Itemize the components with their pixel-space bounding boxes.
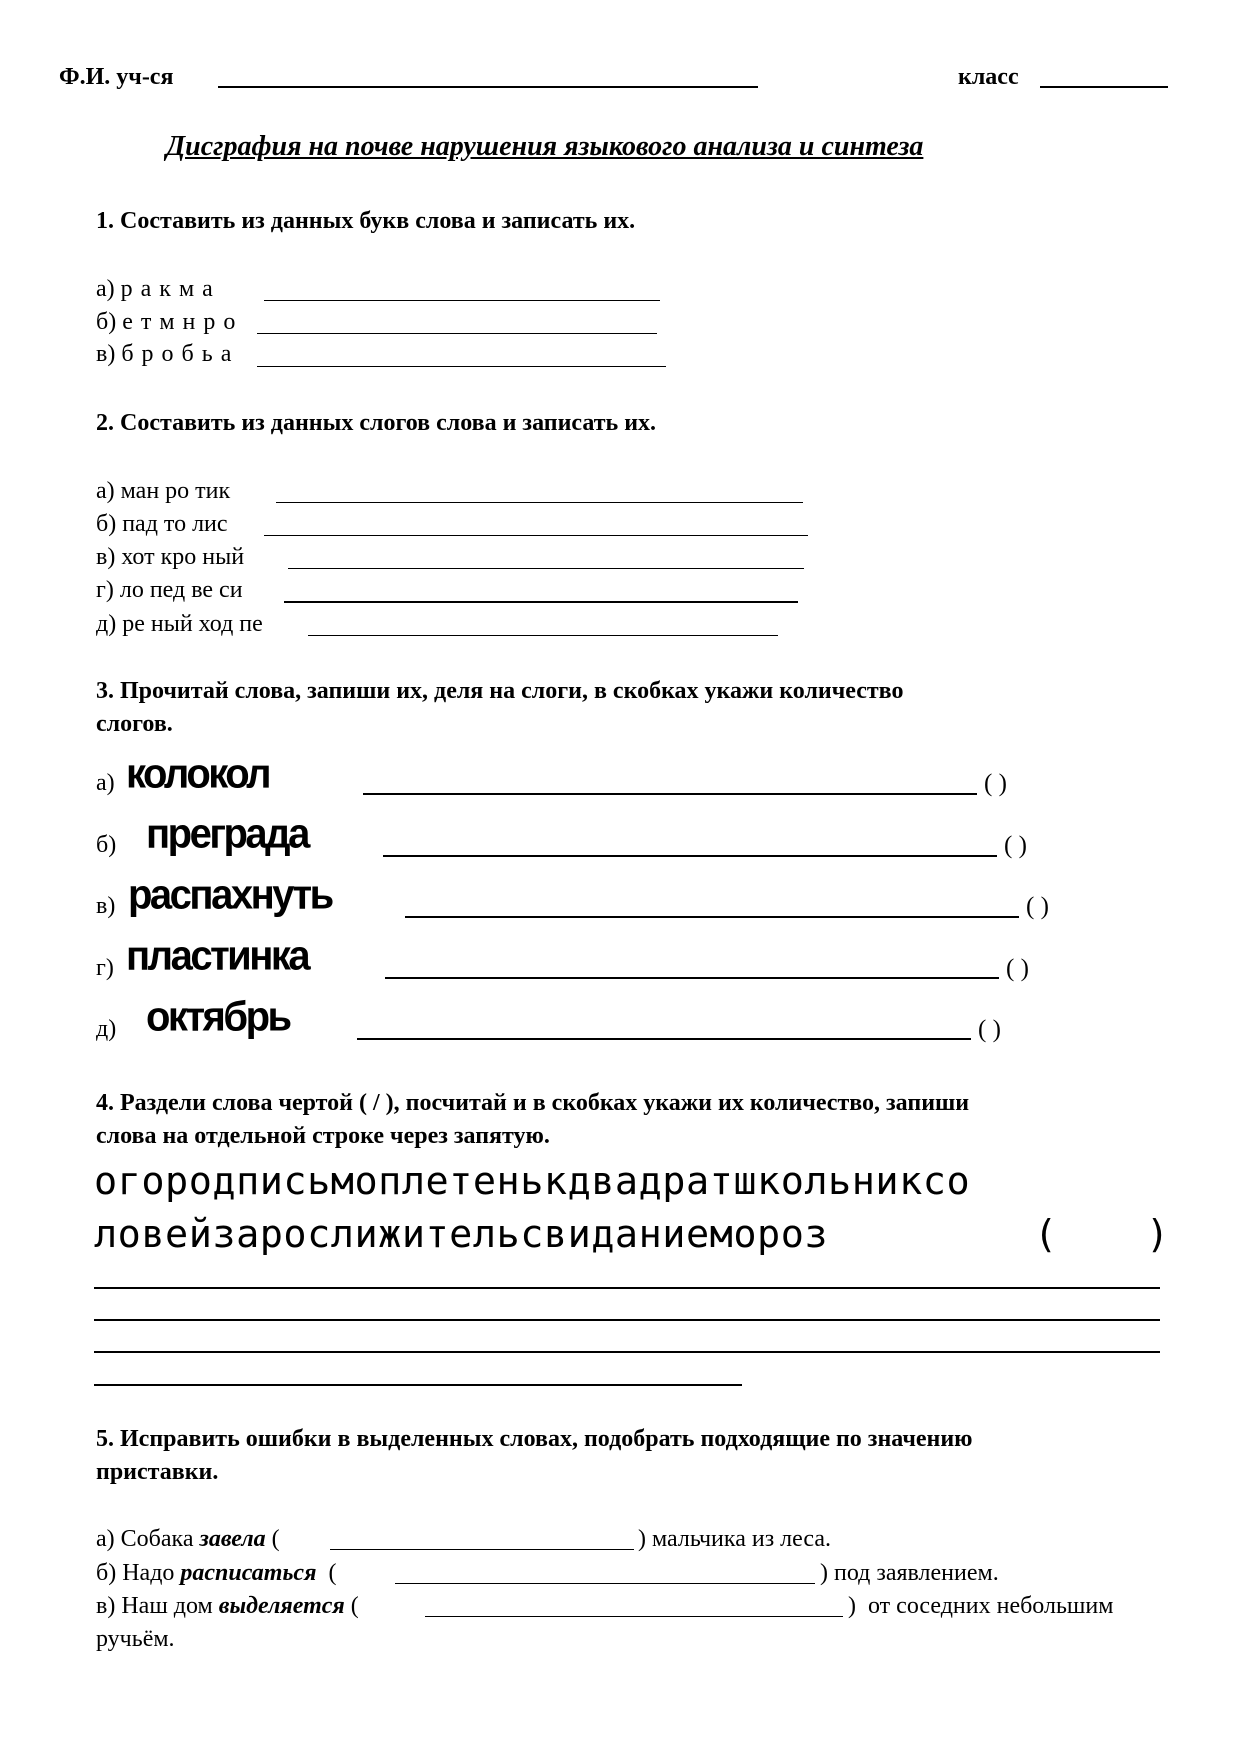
- sentence-start: Собака: [120, 1526, 194, 1552]
- task3-heading-line1: 3. Прочитай слова, запиши их, деля на слоги, в скобках укажи количество: [96, 678, 904, 704]
- paren-open: (: [350, 1593, 359, 1619]
- syllable-count-e[interactable]: ( ): [978, 1016, 1001, 1043]
- task5-heading-line2: приставки.: [96, 1459, 219, 1485]
- answer-line-4d[interactable]: [94, 1384, 742, 1386]
- syllable-count-b[interactable]: ( ): [1004, 832, 1027, 859]
- item-marker: а): [96, 1526, 115, 1552]
- task5-item-c: [96, 1593, 359, 1620]
- answer-line-5b[interactable]: [395, 1583, 815, 1584]
- letters: е т м н р о: [122, 309, 237, 335]
- letter-chain-line1: огородписьмоплетенькдвадратшкольниксо: [94, 1159, 971, 1204]
- paren-open: (: [271, 1526, 280, 1552]
- answer-line-1c[interactable]: [257, 366, 666, 367]
- task2-item-b: [96, 511, 228, 538]
- paren-close: ): [848, 1593, 856, 1619]
- answer-line-2b[interactable]: [264, 535, 808, 536]
- word-count-paren-close: ): [1146, 1212, 1170, 1257]
- item-marker: в): [96, 1593, 116, 1619]
- task3-word-e: октябрь: [146, 993, 290, 1041]
- answer-line-4a[interactable]: [94, 1287, 1160, 1289]
- syllable-count-a[interactable]: ( ): [984, 770, 1007, 797]
- task5-item-a-end: [638, 1526, 831, 1553]
- answer-line-1a[interactable]: [264, 300, 660, 301]
- task3-marker-e: д): [96, 1016, 117, 1042]
- syllables: ман ро тик: [120, 478, 231, 504]
- answer-line-3d[interactable]: [385, 977, 999, 979]
- student-name-label: Ф.И. уч-ся: [59, 64, 174, 90]
- highlighted-word: расписаться: [180, 1560, 317, 1586]
- answer-line-2d[interactable]: [284, 601, 798, 603]
- task4-heading-line1: 4. Раздели слова чертой ( / ), посчитай и в скобках укажи их количество, запиши: [96, 1090, 970, 1116]
- task3-heading-line2: слогов.: [96, 711, 173, 737]
- letters: б р о б ь а: [121, 341, 233, 367]
- task3-marker-b: б): [96, 832, 117, 858]
- highlighted-word: выделяется: [218, 1593, 345, 1619]
- answer-line-4c[interactable]: [94, 1351, 1160, 1353]
- task3-word-b: преграда: [146, 810, 308, 858]
- task1-heading: 1. Составить из данных букв слова и записать их.: [96, 208, 636, 234]
- highlighted-word: завела: [199, 1526, 266, 1552]
- task2-item-a: [96, 478, 230, 505]
- item-marker: в): [96, 341, 116, 367]
- sentence-start: Наш дом: [121, 1593, 213, 1619]
- paren-close: ): [638, 1526, 646, 1552]
- letters: р а к м а: [120, 276, 214, 302]
- task3-marker-c: в): [96, 893, 116, 919]
- task1-item-a: [96, 276, 214, 303]
- item-marker: г): [96, 577, 114, 603]
- paren-open: (: [328, 1560, 337, 1586]
- syllable-count-d[interactable]: ( ): [1006, 955, 1029, 982]
- syllable-count-c[interactable]: ( ): [1026, 893, 1049, 920]
- task2-item-c: [96, 544, 244, 571]
- item-marker: а): [96, 478, 115, 504]
- item-marker: б): [96, 1560, 117, 1586]
- answer-line-5c[interactable]: [425, 1616, 843, 1617]
- answer-line-3e[interactable]: [357, 1038, 971, 1040]
- answer-line-2a[interactable]: [276, 502, 803, 503]
- task5-item-c-end: [848, 1593, 1113, 1620]
- task3-word-a: колокол: [126, 750, 270, 798]
- task5-item-b-end: [820, 1560, 999, 1587]
- sentence-end: мальчика из леса.: [652, 1526, 831, 1552]
- sentence-end: от соседних небольшим: [862, 1593, 1114, 1619]
- student-name-field[interactable]: [218, 86, 758, 88]
- answer-line-2e[interactable]: [308, 635, 778, 636]
- answer-line-3b[interactable]: [383, 855, 997, 857]
- task2-item-d: [96, 577, 243, 604]
- answer-line-1b[interactable]: [257, 333, 657, 334]
- letter-chain-line2: ловейзарослижительсвиданиемороз: [94, 1212, 829, 1257]
- task3-marker-d: г): [96, 955, 114, 981]
- task4-heading-line2: слова на отдельной строке через запятую.: [96, 1123, 550, 1149]
- task2-item-e: [96, 611, 263, 638]
- sentence-end: под заявлением.: [834, 1560, 999, 1586]
- syllables: пад то лис: [122, 511, 228, 537]
- word-count-paren-open[interactable]: (: [1034, 1212, 1058, 1257]
- task5-item-c-continuation: ручьём.: [96, 1626, 175, 1652]
- task1-item-c: [96, 341, 232, 368]
- syllables: ре ный ход пе: [122, 611, 263, 637]
- task3-word-c: распахнуть: [128, 871, 332, 919]
- task5-item-a: [96, 1526, 280, 1553]
- sentence-start: Надо: [122, 1560, 175, 1586]
- syllables: ло пед ве си: [119, 577, 243, 603]
- page-title: Дисграфия на почве нарушения языкового анализа и синтеза: [166, 131, 924, 162]
- task5-item-b: [96, 1560, 336, 1587]
- answer-line-3a[interactable]: [363, 793, 977, 795]
- class-field[interactable]: [1040, 86, 1168, 88]
- task2-heading: 2. Составить из данных слогов слова и записать их.: [96, 410, 657, 436]
- item-marker: а): [96, 276, 115, 302]
- task1-item-b: [96, 309, 236, 336]
- syllables: хот кро ный: [121, 544, 245, 570]
- item-marker: б): [96, 309, 117, 335]
- answer-line-5a[interactable]: [330, 1549, 634, 1550]
- answer-line-3c[interactable]: [405, 916, 1019, 918]
- item-marker: б): [96, 511, 117, 537]
- item-marker: в): [96, 544, 116, 570]
- paren-close: ): [820, 1560, 828, 1586]
- class-label: класс: [958, 64, 1019, 90]
- task5-heading-line1: 5. Исправить ошибки в выделенных словах, подобрать подходящие по значению: [96, 1426, 973, 1452]
- answer-line-2c[interactable]: [288, 568, 804, 569]
- answer-line-4b[interactable]: [94, 1319, 1160, 1321]
- task3-marker-a: а): [96, 770, 115, 796]
- item-marker: д): [96, 611, 117, 637]
- task3-word-d: пластинка: [126, 932, 309, 980]
